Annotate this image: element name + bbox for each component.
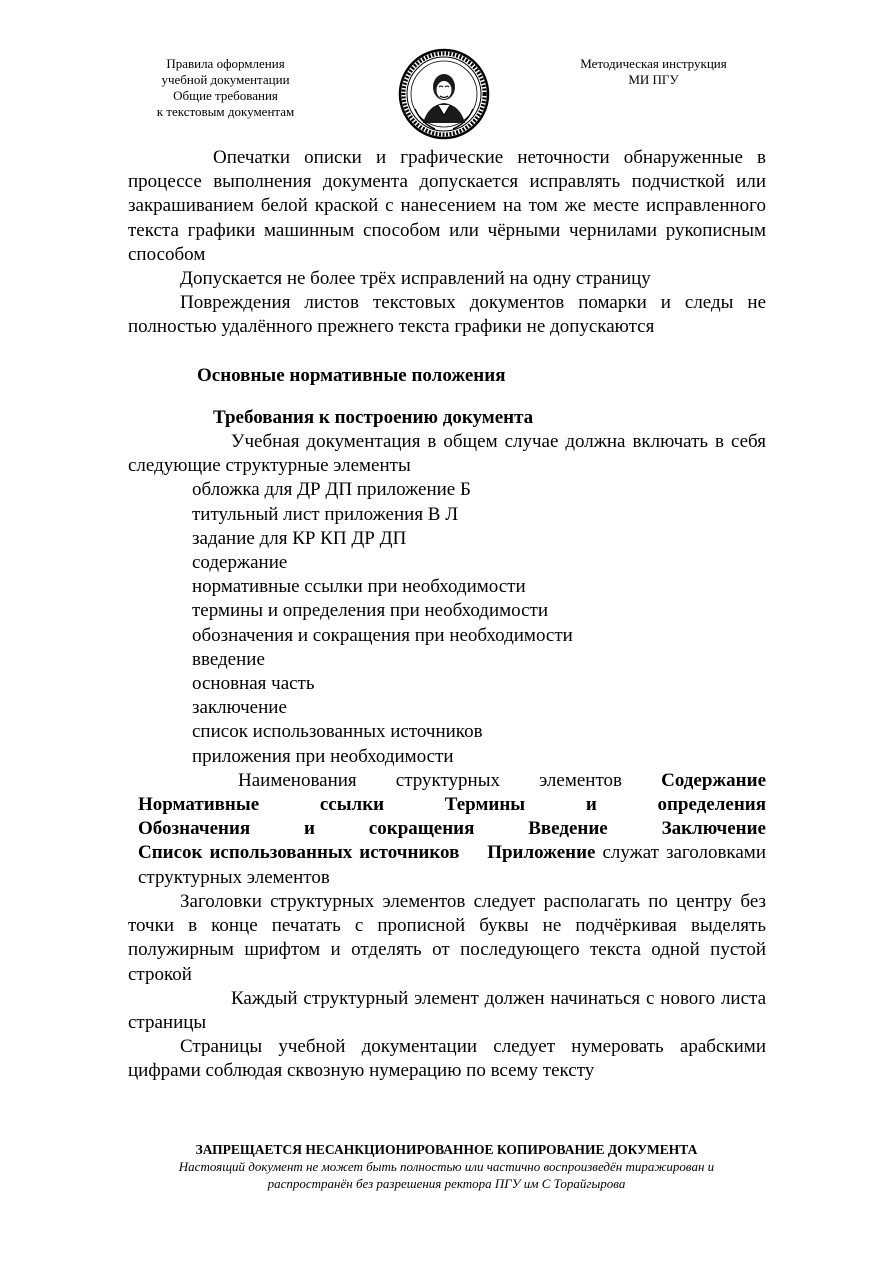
list-item: задание для КР КП ДР ДП — [192, 527, 407, 549]
list-item: список использованных источников — [192, 721, 483, 743]
paragraph-structure: Учебная документация в общем случае должна включать в себя следующие структурные элементы — [128, 431, 766, 477]
university-seal-icon — [397, 47, 491, 141]
list-item: введение — [192, 648, 265, 670]
list-item: обозначения и сокращения при необходимости — [192, 624, 573, 646]
structure-list — [128, 478, 766, 768]
page-footer — [110, 1141, 783, 1192]
paragraph-names-line4 — [128, 841, 766, 889]
list-item: содержание — [192, 552, 288, 574]
document-body — [128, 146, 766, 1084]
header-right-line: Методическая инструкция — [580, 56, 727, 71]
header-left-line: к текстовым документам — [156, 104, 295, 119]
header-left-line: Правила оформления — [166, 56, 285, 71]
list-item: обложка для ДР ДП приложение Б — [192, 479, 471, 501]
header-right-block — [556, 56, 751, 88]
subsection-heading: Требования к построению документа — [213, 406, 534, 428]
header-right-line: МИ ПГУ — [628, 72, 679, 87]
copy-note-line: Настоящий документ не может быть полностью или частично воспроизведён тиражирован и — [178, 1159, 715, 1174]
paragraph-names-line3: Обозначения и сокращения Введение Заключение — [138, 818, 766, 840]
header-left-line: Общие требования — [173, 88, 278, 103]
paragraph-heading-rules: Заголовки структурных элементов следует располагать по центру без точки в конце печатать с прописной буквы не подчёркивая выделять полужирным шрифтом и отделять от последующего текста одной пустой строкой — [128, 890, 766, 985]
list-item: титульный лист приложения В Л — [192, 503, 459, 525]
list-item: заключение — [192, 697, 287, 719]
names-bold: Список использованных источников — [138, 842, 460, 864]
section-heading: Основные нормативные положения — [197, 364, 506, 386]
paragraph-corrections: Опечатки описки и графические неточности обнаруженные в процессе выполнения документа допускается исправлять подчисткой или закрашиванием белой краской с нанесением на том же месте исправленного текста графики машинным способом или чёрными чернилами рукописным способом — [128, 147, 766, 265]
list-item: термины и определения при необходимости — [192, 600, 549, 622]
names-intro: Наименования структурных элементов — [238, 769, 662, 791]
copy-warning: ЗАПРЕЩАЕТСЯ НЕСАНКЦИОНИРОВАННОЕ КОПИРОВАНИЕ ДОКУМЕНТА — [195, 1142, 698, 1157]
paragraph-new-sheet: Каждый структурный элемент должен начинаться с нового листа страницы — [128, 987, 766, 1033]
header-left-line: учебной документации — [161, 72, 290, 87]
names-bold: Приложение — [487, 842, 596, 864]
list-item: основная часть — [192, 673, 315, 695]
paragraph-page-numbering: Страницы учебной документации следует нумеровать арабскими цифрами соблюдая сквозную нумерацию по всему тексту — [128, 1036, 766, 1082]
paragraph-damage: Повреждения листов текстовых документов помарки и следы не полностью удалённого прежнего текста графики не допускаются — [128, 292, 766, 338]
paragraph-names-line2: Нормативные ссылки Термины и определения — [138, 794, 766, 816]
names-bold: Содержание — [661, 769, 766, 791]
list-item: приложения при необходимости — [192, 745, 454, 767]
paragraph-correction-limit: Допускается не более трёх исправлений на одну страницу — [180, 268, 651, 290]
paragraph-names-line1 — [128, 769, 766, 793]
list-item: нормативные ссылки при необходимости — [192, 576, 526, 598]
names-tail: служат заголовками структурных элементов — [138, 842, 766, 888]
header-left-block — [128, 56, 323, 120]
copy-note-line: распространён без разрешения ректора ПГУ им С Торайгырова — [267, 1176, 626, 1191]
